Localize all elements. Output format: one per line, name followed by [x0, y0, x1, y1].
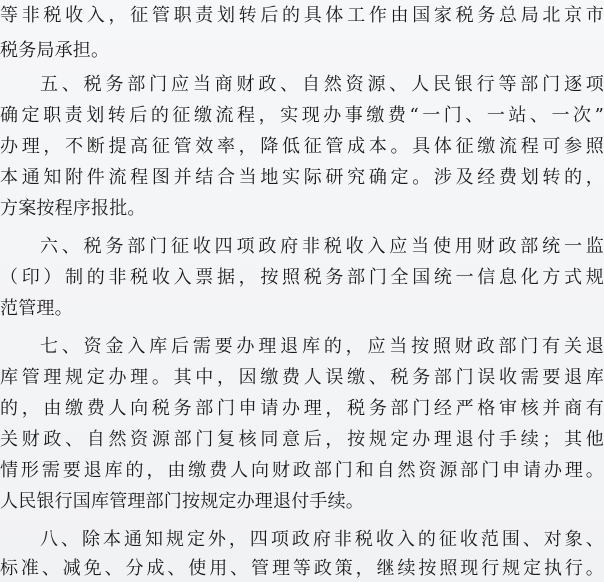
- text-line: 税务局承担。: [0, 40, 110, 61]
- text-line: 情形需要退库的，由缴费人向财政部门和自然资源部门申请办理。: [0, 460, 604, 481]
- text-line: 确定职责划转后的征缴流程，实现办事缴费“一门、一站、一次”: [0, 105, 604, 126]
- text-line: 五、税务部门应当商财政、自然资源、人民银行等部门逐项: [40, 74, 604, 95]
- text-line: （印）制的非税收入票据，按照税务部门全国统一信息化方式规: [0, 267, 604, 288]
- text-line: 六、税务部门征收四项政府非税收入应当使用财政部统一监: [40, 236, 604, 257]
- text-line: 关财政、自然资源部门复核同意后，按规定办理退付手续；其他: [0, 429, 604, 450]
- text-line: 等非税收入，征管职责划转后的具体工作由国家税务总局北京市: [0, 5, 604, 26]
- text-line: 的，由缴费人向税务部门申请办理，税务部门经严格审核并商有: [0, 398, 604, 419]
- text-line: 人民银行国库管理部门按规定办理退付手续。: [0, 491, 364, 512]
- text-line: 办理，不断提高征管效率，降低征管成本。具体征缴流程可参照: [0, 136, 604, 157]
- text-line: 库管理规定办理。其中，因缴费人误缴、税务部门误收需要退库: [0, 367, 604, 388]
- text-line: 八、除本通知规定外，四项政府非税收入的征收范围、对象、: [40, 529, 604, 550]
- text-line: 标准、减免、分成、使用、管理等政策，继续按照现行规定执行。: [0, 558, 604, 579]
- text-line: 范管理。: [0, 298, 73, 319]
- text-line: 方案按程序报批。: [0, 198, 146, 219]
- text-line: 本通知附件流程图并结合当地实际研究确定。涉及经费划转的，: [0, 167, 604, 188]
- text-line: 七、资金入库后需要办理退库的，应当按照财政部门有关退: [40, 336, 604, 357]
